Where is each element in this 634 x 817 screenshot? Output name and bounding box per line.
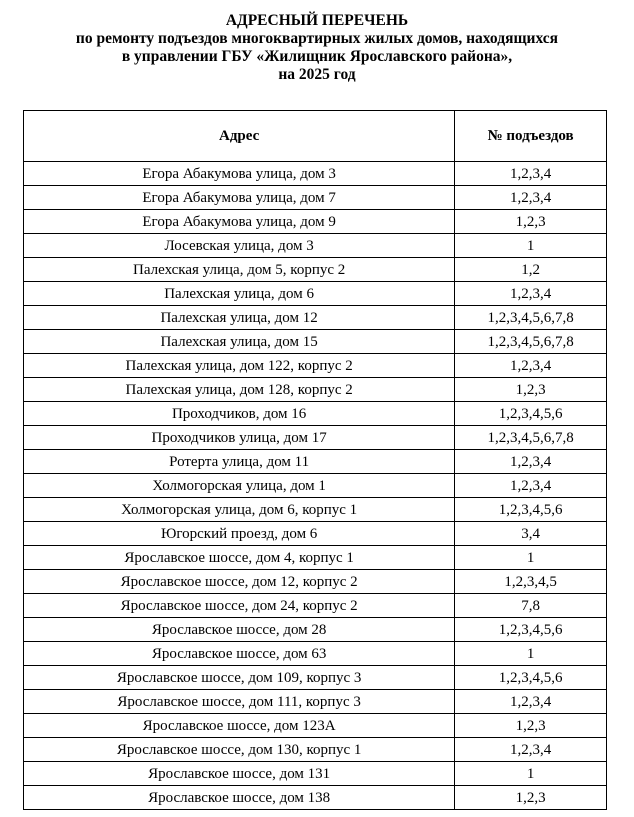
table-row <box>24 762 607 786</box>
address-cell: Холмогорская улица, дом 1 <box>24 474 455 498</box>
table-row <box>24 402 607 426</box>
address-cell: Ярославское шоссе, дом 123А <box>24 714 455 738</box>
address-cell: Палехская улица, дом 15 <box>24 330 455 354</box>
title-line-2: по ремонту подъездов многоквартирных жилых домов, находящихся <box>75 30 559 47</box>
table-row <box>24 498 607 522</box>
entrances-cell: 1,2 <box>455 258 607 282</box>
address-cell: Егора Абакумова улица, дом 3 <box>24 162 455 186</box>
table-row <box>24 330 607 354</box>
entrances-cell: 1,2,3,4,5,6,7,8 <box>455 330 607 354</box>
address-cell: Егора Абакумова улица, дом 7 <box>24 186 455 210</box>
entrances-cell: 1,2,3 <box>455 714 607 738</box>
address-cell: Ярославское шоссе, дом 111, корпус 3 <box>24 690 455 714</box>
table-row <box>24 786 607 810</box>
entrances-cell: 1 <box>455 642 607 666</box>
table-row <box>24 666 607 690</box>
table-row <box>24 714 607 738</box>
entrances-cell: 1 <box>455 546 607 570</box>
entrances-cell: 1,2,3,4,5,6 <box>455 666 607 690</box>
address-cell: Егора Абакумова улица, дом 9 <box>24 210 455 234</box>
entrances-cell: 1,2,3 <box>455 210 607 234</box>
table-row <box>24 450 607 474</box>
table-row <box>24 522 607 546</box>
table-row <box>24 234 607 258</box>
entrances-cell: 3,4 <box>455 522 607 546</box>
address-cell: Палехская улица, дом 122, корпус 2 <box>24 354 455 378</box>
title-line-3: в управлении ГБУ «Жилищник Ярославского района», <box>121 48 513 65</box>
entrances-cell: 1,2,3,4,5,6 <box>455 498 607 522</box>
entrances-cell: 7,8 <box>455 594 607 618</box>
address-cell: Ярославское шоссе, дом 131 <box>24 762 455 786</box>
entrances-cell: 1,2,3,4 <box>455 690 607 714</box>
entrances-cell: 1,2,3,4 <box>455 738 607 762</box>
address-cell: Палехская улица, дом 128, корпус 2 <box>24 378 455 402</box>
table-row <box>24 642 607 666</box>
entrances-cell: 1 <box>455 234 607 258</box>
address-cell: Ярославское шоссе, дом 28 <box>24 618 455 642</box>
table-row <box>24 426 607 450</box>
entrances-cell: 1,2,3,4,5,6 <box>455 618 607 642</box>
address-cell: Ярославское шоссе, дом 130, корпус 1 <box>24 738 455 762</box>
table-row <box>24 570 607 594</box>
table-row <box>24 306 607 330</box>
address-cell: Палехская улица, дом 6 <box>24 282 455 306</box>
entrances-cell: 1,2,3 <box>455 786 607 810</box>
table-row <box>24 210 607 234</box>
title-line-4: на 2025 год <box>278 66 356 83</box>
entrances-cell: 1,2,3,4,5,6,7,8 <box>455 306 607 330</box>
address-cell: Ярославское шоссе, дом 63 <box>24 642 455 666</box>
address-cell: Ротерта улица, дом 11 <box>24 450 455 474</box>
table-row <box>24 690 607 714</box>
address-cell: Ярославское шоссе, дом 12, корпус 2 <box>24 570 455 594</box>
address-cell: Проходчиков улица, дом 17 <box>24 426 455 450</box>
column-header-entrances: № подъездов <box>455 111 607 162</box>
address-cell: Ярославское шоссе, дом 109, корпус 3 <box>24 666 455 690</box>
address-cell: Югорский проезд, дом 6 <box>24 522 455 546</box>
address-cell: Холмогорская улица, дом 6, корпус 1 <box>24 498 455 522</box>
entrances-cell: 1,2,3,4 <box>455 450 607 474</box>
column-header-address: Адрес <box>24 111 455 162</box>
address-cell: Ярославское шоссе, дом 138 <box>24 786 455 810</box>
address-cell: Проходчиков, дом 16 <box>24 402 455 426</box>
entrances-cell: 1 <box>455 762 607 786</box>
table-row <box>24 162 607 186</box>
entrances-cell: 1,2,3,4 <box>455 354 607 378</box>
title-line-1: АДРЕСНЫЙ ПЕРЕЧЕНЬ <box>225 12 409 29</box>
entrances-cell: 1,2,3,4,5,6,7,8 <box>455 426 607 450</box>
address-cell: Ярославское шоссе, дом 24, корпус 2 <box>24 594 455 618</box>
entrances-cell: 1,2,3,4 <box>455 186 607 210</box>
address-table <box>23 110 607 810</box>
address-cell: Палехская улица, дом 12 <box>24 306 455 330</box>
table-row <box>24 594 607 618</box>
entrances-cell: 1,2,3,4 <box>455 474 607 498</box>
entrances-cell: 1,2,3 <box>455 378 607 402</box>
table-row <box>24 546 607 570</box>
table-row <box>24 618 607 642</box>
entrances-cell: 1,2,3,4 <box>455 282 607 306</box>
entrances-cell: 1,2,3,4,5 <box>455 570 607 594</box>
document-title <box>0 12 634 84</box>
entrances-cell: 1,2,3,4 <box>455 162 607 186</box>
table-row <box>24 186 607 210</box>
table-row <box>24 738 607 762</box>
table-row <box>24 354 607 378</box>
table-body <box>24 162 607 810</box>
entrances-cell: 1,2,3,4,5,6 <box>455 402 607 426</box>
table-header-row <box>24 111 607 162</box>
address-cell: Ярославское шоссе, дом 4, корпус 1 <box>24 546 455 570</box>
address-cell: Лосевская улица, дом 3 <box>24 234 455 258</box>
address-cell: Палехская улица, дом 5, корпус 2 <box>24 258 455 282</box>
table-row <box>24 258 607 282</box>
table-row <box>24 282 607 306</box>
table-row <box>24 378 607 402</box>
table-row <box>24 474 607 498</box>
